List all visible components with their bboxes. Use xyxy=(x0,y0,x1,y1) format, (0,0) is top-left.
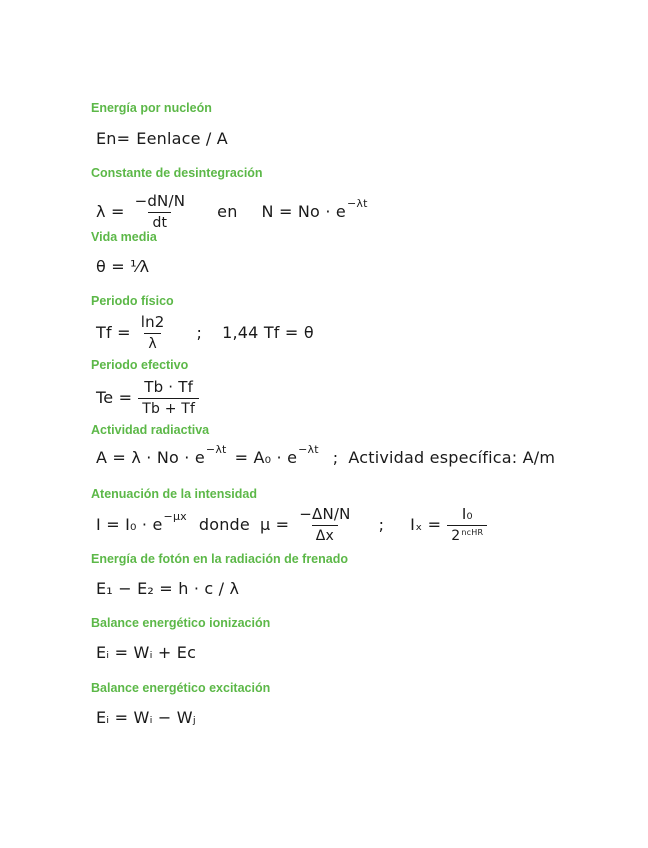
formula-separator: ; xyxy=(378,515,385,534)
formula-energia-foton xyxy=(96,579,239,598)
formula-text: Eᵢ = Wᵢ + Ec xyxy=(96,643,197,662)
fraction xyxy=(131,192,190,231)
formula-lhs: Te = xyxy=(96,388,133,407)
fraction-denominator xyxy=(447,525,487,544)
fraction-numerator: −dN/N xyxy=(134,192,186,210)
fraction-denominator: Δx xyxy=(312,525,338,544)
formula-lhs: λ = xyxy=(96,202,125,221)
formula-text: E₁ − E₂ = h · c / λ xyxy=(96,579,240,598)
heading-vida-media: Vida media xyxy=(91,230,157,244)
heading-periodo-fisico: Periodo físico xyxy=(91,294,174,308)
fraction xyxy=(137,313,169,352)
heading-actividad-radiactiva: Actividad radiactiva xyxy=(91,423,210,437)
fraction xyxy=(295,505,354,544)
fraction-denominator: λ xyxy=(144,333,161,352)
formula-actividad-radiactiva xyxy=(96,443,556,467)
fraction xyxy=(447,505,487,544)
formula-rhs: Eenlace / A xyxy=(136,129,228,148)
formula-balance-excitacion xyxy=(96,708,196,727)
formula-vida-media xyxy=(96,257,149,276)
formula-atenuacion xyxy=(96,505,493,544)
heading-constante-desintegracion: Constante de desintegración xyxy=(91,166,263,180)
formula-mu: μ = xyxy=(259,515,290,534)
formula-lhs: I = I₀ · e xyxy=(96,515,163,534)
formula-rhs: Actividad específica: A/m xyxy=(348,448,556,467)
fraction-numerator: −ΔN/N xyxy=(299,505,351,523)
formula-rhs: 1,44 Tf = θ xyxy=(222,323,314,342)
formula-ix: Iₓ = xyxy=(410,515,442,534)
exponent: ncHR xyxy=(461,528,484,537)
heading-balance-excitacion: Balance energético excitación xyxy=(91,681,271,695)
exponent: −λt xyxy=(346,197,368,210)
formula-balance-ionizacion xyxy=(96,643,196,662)
formula-lhs: En xyxy=(96,129,117,148)
fraction-denominator: Tb + Tf xyxy=(138,398,199,417)
fraction-denominator: dt xyxy=(148,212,171,231)
formula-periodo-efectivo xyxy=(96,378,205,417)
fraction-numerator: Tb · Tf xyxy=(144,378,194,396)
heading-atenuacion-intensidad: Atenuación de la intensidad xyxy=(91,487,257,501)
exponent: −λt xyxy=(298,443,319,456)
exponent: −λt xyxy=(205,443,227,456)
formula-rhs: N = No · e xyxy=(261,202,346,221)
formula-connector: donde xyxy=(198,515,250,534)
denominator-base: 2 xyxy=(451,528,461,544)
formula-lhs: A = λ · No · e xyxy=(96,448,205,467)
heading-energia-foton: Energía de fotón en la radiación de frenado xyxy=(91,552,348,566)
formula-text: θ = ¹⁄λ xyxy=(96,257,150,276)
heading-energia-por-nucleon: Energía por nucleón xyxy=(91,101,212,115)
formula-energia-nucleon xyxy=(96,129,228,148)
heading-balance-ionizacion: Balance energético ionización xyxy=(91,616,271,630)
heading-periodo-efectivo: Periodo efectivo xyxy=(91,358,189,372)
formula-mid: = A₀ · e xyxy=(234,448,298,467)
formula-text: Eᵢ = Wᵢ − Wⱼ xyxy=(96,708,196,727)
formula-eq: = xyxy=(116,129,131,148)
exponent: −μx xyxy=(163,510,187,523)
fraction-numerator: ln2 xyxy=(140,313,165,331)
formula-constante-desintegracion xyxy=(96,192,368,231)
fraction-numerator: I₀ xyxy=(461,505,473,523)
formula-lhs: Tf = xyxy=(96,323,131,342)
formula-connector: en xyxy=(217,202,238,221)
formula-periodo-fisico xyxy=(96,313,314,352)
fraction xyxy=(138,378,199,417)
formula-separator: ; xyxy=(332,448,339,467)
formula-separator: ; xyxy=(196,323,203,342)
